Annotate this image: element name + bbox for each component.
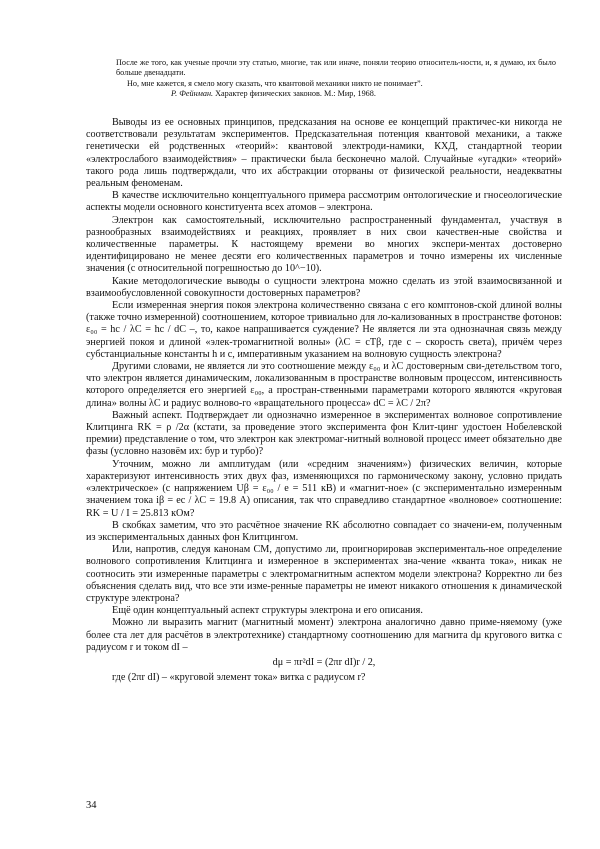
- epigraph-author: Р. Фейнман.: [171, 88, 214, 98]
- paragraph-11: Ещё один концептуальный аспект структуры электрона и его описания.: [112, 605, 423, 617]
- paragraph-12: Можно ли выразить магнит (магнитный момент) электрона аналогично давно приме-няемому (уже более ста лет для расчётов в электротехнике) стандартному соотношению для магнита dμ кругового витка с радиусом r и током dI –: [86, 617, 562, 653]
- paragraph-9: В скобках заметим, что это расчётное значение RK абсолютно совпадает со значени-ем, полученным из экспериментальных данных фон Клитцингом.: [86, 519, 562, 543]
- epigraph-line-1: После же того, как ученые прочли эту статью, многие, так или иначе, поняли теорию относитель-ности, и, я думаю, их было больше двенадцати.: [116, 58, 556, 78]
- paragraph-10: Или, напротив, следуя канонам СМ, допустимо ли, проигнорировав эксперименталь-ное определение волнового сопротивления Клитцинга и измеренное в экспериментах зна-чение «кванта тока», никак не соотносить эти измеренные параметры с электромагнитным аспектом модели электрона? Корректно ли без объяснения сделать вид, что все эти изме-ренные параметры не имеют никакого отношения к динамической структуре электрона?: [86, 544, 562, 604]
- main-text: [86, 117, 562, 684]
- paragraph-6: Другими словами, не является ли это соотношение между ε₀₀ и λC достоверным сви-детельством того, что электрон является динамическим, локализованным в пространстве волновым процессом, интенсивность которого определяется его энергией ε₀₀, а простран-ственными параметрами которого являются «круговая длина» волны λC и радиус волново-го «вращательного процесса» dC = λC / 2π?: [86, 361, 562, 409]
- paragraph-1: Выводы из ее основных принципов, предсказания на основе ее концепций практичес-ки никогда не соответствовали результатам экспериментов. Предсказательная потенция квантовой механики, а также генетически ей родственных «теорий»: квантовой электроди-намики, КХД, стандартной теории «электрослабого взаимодействия» – практически была бесконечно малой. Случайные «угадки» «теорий» такого рода лишь подтверждали, что их абстракции оторваны от физической реальности, неадекватны реальным феноменам.: [86, 117, 562, 190]
- paragraph-5: Если измеренная энергия покоя электрона количественно связана с его комптонов-ской длиной волны (также точно измеренной) соотношением, которое тривиально для ло-кализованных в пространстве фотонов: ε₀₀ = hc / λC = hc / dC –, то, какое напрашивается суждение? Не является ли эта однозначная связь между энергией покоя и длиной «элек-тромагнитной волны» (λC = cTβ, где c – скорость света), причём через субстанциальные константы h и c, императивным указанием на волновую сущность электрона?: [86, 300, 563, 360]
- epigraph-line-2: Но, мне кажется, я смело могу сказать, что квантовой механики никто не понимает”.: [127, 78, 423, 88]
- page-number: 34: [86, 800, 97, 811]
- paragraph-2: В качестве исключительно концептуального примера рассмотрим онтологические и гносеологические аспекты модели основного конституента всех атомов – электрона.: [86, 190, 562, 214]
- paragraph-8: Уточним, можно ли амплитудам (или «средним значениям») физических величин, которые характеризуют интенсивность этих двух фаз, изменяющихся по гармоническому закону, условно придать «электрическое» (с напряжением Uβ = ε₀₀ / e = 511 кВ) и «магнит-ное» (с экспериментально измеренным значением тока iβ = ec / λC = 19.8 А) описания, так что справедливо стандартное «волновое» соотношение: RK = U / I = 25.813 кОм?: [86, 458, 562, 519]
- paragraph-7: Важный аспект. Подтверждает ли однозначно измеренное в экспериментах волновое сопротивление Клитцинга RK = ρ /2α (кстати, за проведение этого эксперимента фон Клит-цинг удостоен Нобелевской премии) представление о том, что электрон как электромаг-нитный волновой процесс имеет обязательно две фазы (условно назовём их: бур и турбо)?: [86, 409, 562, 458]
- epigraph: [116, 58, 556, 99]
- epigraph-source: [116, 89, 556, 99]
- epigraph-reference: Характер физических законов. М.: Мир, 1968.: [213, 88, 376, 98]
- paragraph-4: Какие методологические выводы о сущности электрона можно сделать из этой взаимосвязанной и взаимообусловленной совокупности достоверных параметров?: [86, 275, 562, 299]
- paragraph-3: Электрон как самостоятельный, исключительно распространенный фундаментал, участвуя в разнообразных взаимодействиях и реакциях, проявляет в них свои качествен-ные свойства и количественные параметры. К настоящему времени во многих экспери-ментах достоверно идентифицировано не менее десяти его количественных параметров и точно измерены их численные значения (с относительной погрешностью до 10^−10).: [86, 214, 562, 275]
- magnetic-moment-formula: dμ = πr²dI = (2πr dI)r / 2,: [272, 656, 376, 668]
- paragraph-13: где (2πr dI) – «круговой элемент тока» витка с радиусом r?: [112, 672, 366, 684]
